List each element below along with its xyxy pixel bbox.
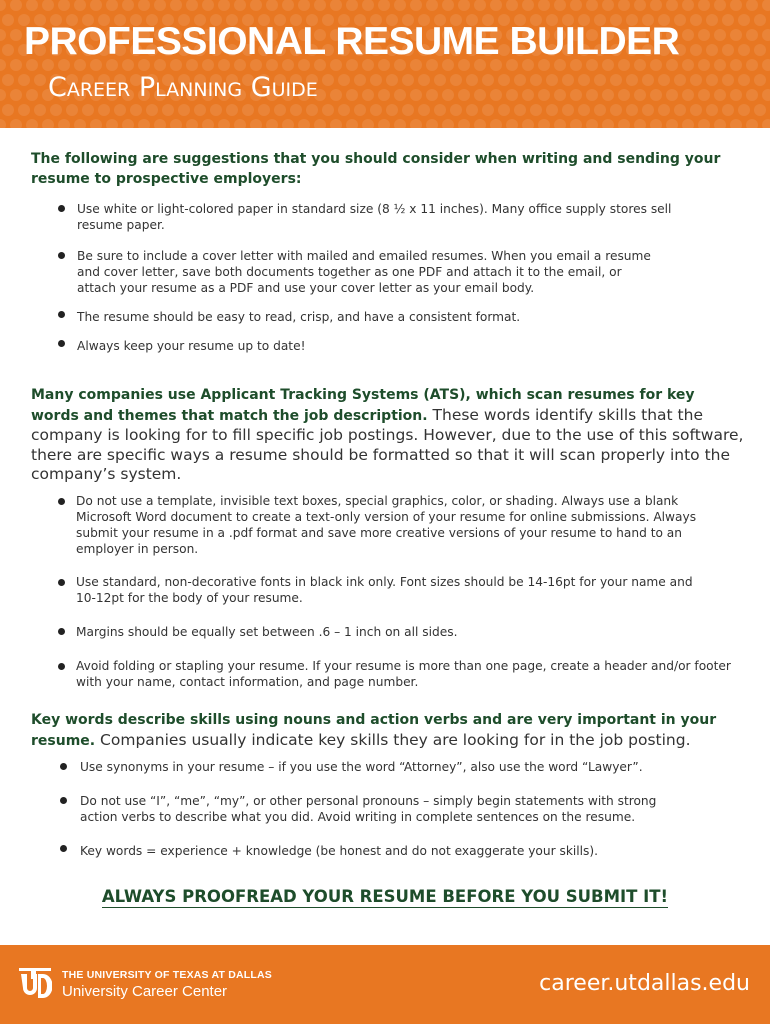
pattern-dot [610,104,622,116]
pattern-dot [162,104,174,116]
pattern-dot [226,104,238,116]
pattern-dot [658,74,670,86]
list-item: Be sure to include a cover letter with mailed and emailed resumes. When you email a resume and cover letter, save both documents together as one PDF and attach it to the email, or attach your resume as a PDF and use your cover letter as your email body. [77,249,651,295]
pattern-dot [394,0,406,11]
pattern-dot [250,119,262,128]
pattern-dot [18,74,30,86]
pattern-dot [658,104,670,116]
pattern-dot [570,0,582,11]
pattern-dot [314,119,326,128]
pattern-dot [26,119,38,128]
bullet-icon [60,797,67,804]
pattern-dot [730,119,742,128]
pattern-dot [738,14,750,26]
bullet-icon [58,311,65,318]
pattern-dot [154,0,166,11]
pattern-dot [50,104,62,116]
pattern-dot [346,89,358,101]
pattern-dot [282,119,294,128]
pattern-dot [282,0,294,11]
pattern-dot [74,119,86,128]
pattern-dot [58,119,70,128]
university-name: THE UNIVERSITY OF TEXAS AT DALLAS [62,969,273,981]
pattern-dot [98,104,110,116]
pattern-dot [274,104,286,116]
pattern-dot [602,89,614,101]
pattern-dot [482,74,494,86]
pattern-dot [58,0,70,11]
pattern-dot [754,14,766,26]
pattern-dot [730,0,742,11]
pattern-dot [338,74,350,86]
pattern-dot [42,0,54,11]
pattern-dot [250,0,262,11]
pattern-dot [450,74,462,86]
list-item: The resume should be easy to read, crisp, and have a consistent format. [77,310,521,324]
pattern-dot [194,104,206,116]
bullet-icon [58,628,65,635]
pattern-dot [570,119,582,128]
pattern-dot [354,104,366,116]
pattern-dot [0,89,6,101]
pattern-dot [426,0,438,11]
list-item: Do not use a template, invisible text boxes, special graphics, color, or shading. Always use a blank Microsoft Word document to create a text-only version of your resume for online submissions. Always submit your resume in a .pdf format and save more creative versions of your resume to hand to an employer in person. [76,494,697,556]
pattern-dot [698,119,710,128]
page-subtitle: Career Planning Guide [48,72,318,103]
pattern-dot [674,74,686,86]
pattern-dot [106,0,118,11]
pattern-dot [482,104,494,116]
pattern-dot [442,89,454,101]
pattern-dot [386,74,398,86]
pattern-dot [34,74,46,86]
pattern-dot [562,74,574,86]
pattern-dot [722,104,734,116]
pattern-dot [130,104,142,116]
pattern-dot [458,119,470,128]
pattern-dot [538,89,550,101]
pattern-dot [690,104,702,116]
pattern-dot [466,104,478,116]
pattern-dot [202,0,214,11]
pattern-dot [762,0,770,11]
pattern-dot [354,74,366,86]
pattern-dot [754,104,766,116]
pattern-dot [506,89,518,101]
pattern-dot [618,0,630,11]
pattern-dot [706,104,718,116]
bullet-icon [58,498,65,505]
pattern-dot [498,74,510,86]
pattern-dot [266,0,278,11]
pattern-dot [738,104,750,116]
pattern-dot [642,74,654,86]
pattern-dot [346,0,358,11]
pattern-dot [650,119,662,128]
pattern-dot [538,0,550,11]
pattern-dot [722,14,734,26]
pattern-dot [714,119,726,128]
bullet-icon [58,579,65,586]
pattern-dot [90,0,102,11]
pattern-dot [626,74,638,86]
pattern-dot [522,0,534,11]
pattern-dot [426,119,438,128]
pattern-dot [410,119,422,128]
bullet-icon [58,252,65,259]
pattern-dot [442,0,454,11]
pattern-dot [594,74,606,86]
bullet-icon [58,663,65,670]
pattern-dot [122,0,134,11]
pattern-dot [698,0,710,11]
pattern-dot [306,104,318,116]
pattern-dot [714,0,726,11]
section2-lead-bold: Many companies use Applicant Tracking Systems (ATS), which scan resumes for key words and themes that match the job description. [31,387,695,424]
pattern-dot [762,89,770,101]
pattern-dot [362,0,374,11]
list-item: Do not use “I”, “me”, “my”, or other personal pronouns – simply begin statements with strong action verbs to describe what you did. Avoid writing in complete sentences on the resume. [80,794,657,824]
pattern-dot [714,59,726,71]
pattern-dot [2,74,14,86]
pattern-dot [394,89,406,101]
pattern-dot [618,119,630,128]
pattern-dot [618,89,630,101]
pattern-dot [522,119,534,128]
pattern-dot [18,104,30,116]
pattern-dot [730,29,742,41]
pattern-dot [722,74,734,86]
pattern-dot [474,0,486,11]
pattern-dot [610,74,622,86]
pattern-dot [42,119,54,128]
pattern-dot [442,119,454,128]
bullet-icon [60,845,67,852]
page-title: PROFESSIONAL RESUME BUILDER [24,20,680,63]
pattern-dot [218,119,230,128]
pattern-dot [10,59,22,71]
pattern-dot [10,119,22,128]
pattern-dot [146,104,158,116]
pattern-dot [242,104,254,116]
utd-logo-icon [18,967,52,1001]
pattern-dot [546,104,558,116]
section3-lead-bold: Key words describe skills using nouns and action verbs and are very important in your resume. [31,712,717,749]
pattern-dot [682,119,694,128]
pattern-dot [434,74,446,86]
pattern-dot [330,89,342,101]
pattern-dot [410,89,422,101]
pattern-dot [682,59,694,71]
pattern-dot [538,119,550,128]
pattern-dot [170,0,182,11]
pattern-dot [746,89,758,101]
pattern-dot [698,29,710,41]
pattern-dot [674,104,686,116]
pattern-dot [106,119,118,128]
list-item: Use standard, non-decorative fonts in black ink only. Font sizes should be 14-16pt for your name and 10-12pt for the body of your resume. [76,575,693,605]
pattern-dot [26,0,38,11]
pattern-dot [498,104,510,116]
list-item: Use white or light-colored paper in standard size (8 ½ x 11 inches). Many office supply stores sell resume paper. [77,202,672,232]
pattern-dot [554,0,566,11]
pattern-dot [322,74,334,86]
pattern-dot [730,59,742,71]
pattern-dot [0,0,6,11]
pattern-dot [730,89,742,101]
pattern-dot [186,0,198,11]
pattern-dot [2,44,14,56]
pattern-dot [74,0,86,11]
pattern-dot [178,104,190,116]
pattern-dot [402,74,414,86]
pattern-dot [474,89,486,101]
website-url[interactable]: career.utdallas.edu [539,971,750,996]
pattern-dot [698,89,710,101]
pattern-dot [562,104,574,116]
pattern-dot [762,59,770,71]
pattern-dot [738,74,750,86]
career-center-name: University Career Center [62,983,228,1000]
pattern-dot [746,119,758,128]
pattern-dot [466,74,478,86]
pattern-dot [490,119,502,128]
section2-intro [31,385,746,485]
pattern-dot [634,89,646,101]
pattern-dot [546,74,558,86]
pattern-dot [474,119,486,128]
list-item: Margins should be equally set between .6 – 1 inch on all sides. [76,625,458,639]
pattern-dot [202,119,214,128]
list-item: Key words = experience + knowledge (be honest and do not exaggerate your skills). [80,844,599,858]
pattern-dot [386,104,398,116]
logo-text: UTD [18,967,21,968]
pattern-dot [626,104,638,116]
pattern-dot [554,89,566,101]
list-item: Avoid folding or stapling your resume. If your resume is more than one page, create a header and/or footer with your name, contact information, and page number. [76,659,731,689]
pattern-dot [266,119,278,128]
pattern-dot [346,119,358,128]
pattern-dot [34,104,46,116]
pattern-dot [594,104,606,116]
bullet-icon [58,205,65,212]
pattern-dot [506,119,518,128]
pattern-dot [642,104,654,116]
pattern-dot [402,104,414,116]
pattern-dot [378,119,390,128]
pattern-dot [378,0,390,11]
pattern-dot [298,0,310,11]
pattern-dot [634,0,646,11]
pattern-dot [154,119,166,128]
pattern-dot [738,44,750,56]
pattern-dot [754,44,766,56]
pattern-dot [82,104,94,116]
pattern-dot [218,0,230,11]
pattern-dot [746,29,758,41]
pattern-dot [434,104,446,116]
pattern-dot [234,119,246,128]
pattern-dot [338,104,350,116]
pattern-dot [746,59,758,71]
pattern-dot [570,89,582,101]
pattern-dot [0,59,6,71]
pattern-dot [602,119,614,128]
pattern-dot [138,119,150,128]
pattern-dot [722,44,734,56]
pattern-dot [362,119,374,128]
pattern-dot [378,89,390,101]
pattern-dot [682,29,694,41]
pattern-dot [706,14,718,26]
pattern-dot [762,29,770,41]
pattern-dot [586,89,598,101]
pattern-dot [666,89,678,101]
pattern-dot [122,119,134,128]
pattern-dot [370,104,382,116]
pattern-dot [210,104,222,116]
pattern-dot [698,59,710,71]
pattern-dot [490,0,502,11]
pattern-dot [762,119,770,128]
pattern-dot [506,0,518,11]
pattern-dot [554,119,566,128]
pattern-dot [514,74,526,86]
proofread-callout: ALWAYS PROOFREAD YOUR RESUME BEFORE YOU SUBMIT IT! [101,887,669,906]
pattern-dot [634,119,646,128]
pattern-dot [10,89,22,101]
pattern-dot [234,0,246,11]
pattern-dot [490,89,502,101]
pattern-dot [650,0,662,11]
pattern-dot [186,119,198,128]
footer-banner [0,945,770,1024]
pattern-dot [10,0,22,11]
list-item: Always keep your resume up to date! [77,339,306,353]
pattern-dot [578,74,590,86]
pattern-dot [418,74,430,86]
pattern-dot [458,0,470,11]
pattern-dot [258,104,270,116]
pattern-dot [66,104,78,116]
pattern-dot [290,104,302,116]
pattern-dot [298,119,310,128]
pattern-dot [2,14,14,26]
pattern-dot [370,74,382,86]
pattern-dot [690,74,702,86]
pattern-dot [706,74,718,86]
section2-lead-rest: These words identify skills that the company is looking for to fill specific job postings. However, due to the use of this software, there are specific ways a resume should be formatted so that it will scan properly into the company’s system. [31,405,744,483]
pattern-dot [754,74,766,86]
pattern-dot [690,14,702,26]
pattern-dot [314,0,326,11]
pattern-dot [330,0,342,11]
pattern-dot [426,89,438,101]
list-item: Use synonyms in your resume – if you use the word “Attorney”, also use the word “Lawyer”. [80,760,643,774]
pattern-dot [2,104,14,116]
pattern-dot [522,89,534,101]
header-banner [0,0,770,128]
pattern-dot [322,104,334,116]
pattern-dot [138,0,150,11]
pattern-dot [530,74,542,86]
pattern-dot [706,44,718,56]
pattern-dot [666,119,678,128]
pattern-dot [602,0,614,11]
pattern-dot [714,89,726,101]
pattern-dot [418,104,430,116]
pattern-dot [362,89,374,101]
pattern-dot [0,119,6,128]
pattern-dot [330,119,342,128]
pattern-dot [90,119,102,128]
pattern-dot [682,0,694,11]
section3-lead-rest: Companies usually indicate key skills they are looking for in the job posting. [95,730,691,749]
pattern-dot [578,104,590,116]
bullet-icon [58,340,65,347]
pattern-dot [10,29,22,41]
pattern-dot [114,104,126,116]
pattern-dot [394,119,406,128]
pattern-dot [458,89,470,101]
section3-intro [31,710,746,751]
pattern-dot [514,104,526,116]
pattern-dot [450,104,462,116]
pattern-dot [170,119,182,128]
pattern-dot [530,104,542,116]
pattern-dot [682,89,694,101]
pattern-dot [586,0,598,11]
pattern-dot [410,0,422,11]
pattern-dot [0,29,6,41]
pattern-dot [746,0,758,11]
pattern-dot [26,89,38,101]
pattern-dot [650,89,662,101]
section1-lead: The following are suggestions that you should consider when writing and sending your resume to prospective employers: [31,151,721,187]
pattern-dot [714,29,726,41]
pattern-dot [666,0,678,11]
pattern-dot [690,44,702,56]
pattern-dot [586,119,598,128]
bullet-icon [60,763,67,770]
